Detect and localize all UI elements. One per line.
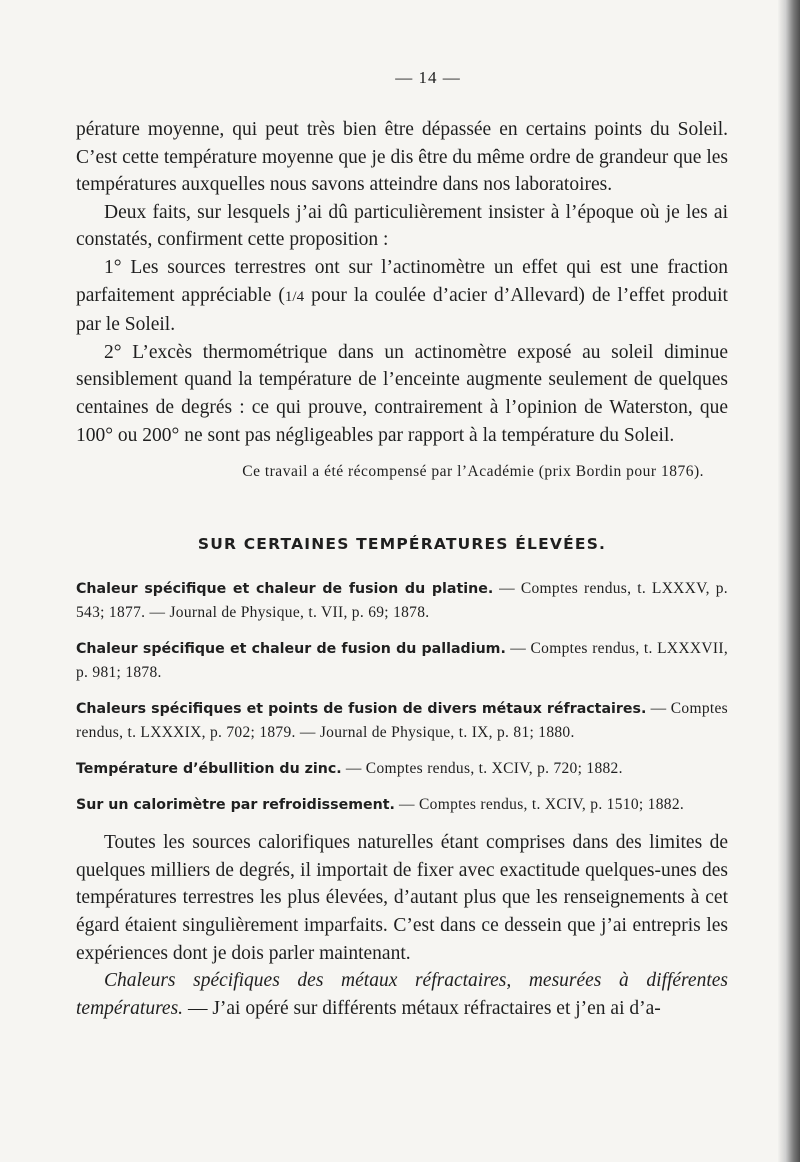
reference-title: Chaleur spécifique et chaleur de fusion du platine. [76,581,494,598]
paragraph-natural-sources: Toutes les sources calorifiques naturelles étant comprises dans des limites de quelques milliers de degrés, il importait de fixer avec exactitude quelques-unes des températures terrestres les plus élevées, d’autant plus que les renseignements à cet égard étaient singulièrement imparfaits. C’est dans ce dessein que j’ai entrepris les expériences dont je dois parler maintenant. [76,832,728,964]
reference-details: — Comptes rendus, t. XCIV, p. 1510; 1882. [394,796,685,814]
italic-heading: Chaleurs spécifiques des métaux réfractaires, mesurées à différentes températures. [76,970,728,1019]
paragraph-point-one [76,254,728,339]
award-note: Ce travail a été récompensé par l’Académie (prix Bordin pour 1876). [242,463,704,481]
section-title: SUR CERTAINES TEMPÉRATURES ÉLEVÉES. [197,535,607,554]
reference-title: Température d’ébullition du zinc. [76,761,342,778]
reference-entry [76,757,728,781]
reference-entry [76,577,728,625]
point-one-text-after: pour la coulée d’acier d’Allevard) de l’effet produit par le Soleil. [76,284,728,336]
paragraph-two-facts: Deux faits, sur lesquels j’ai dû particulièrement insister à l’époque où je les ai constatés, confirment cette proposition : [76,201,728,251]
reference-details: — Comptes rendus, t. LXXXVII, p. 981; 1878. [76,640,728,682]
reference-details: — Comptes rendus, t. XCIV, p. 720; 1882. [341,760,623,778]
paragraph-specific-heats [76,967,728,1022]
paragraph-text: — J’ai opéré sur différents métaux réfractaires et j’en ai d’a- [183,997,661,1019]
reference-details: — Comptes rendus, t. LXXXIX, p. 702; 1879. — Journal de Physique, t. IX, p. 81; 1880. [76,700,728,742]
fraction-quarter: 1/4 [284,288,305,305]
reference-entry [76,637,728,685]
reference-title: Chaleur spécifique et chaleur de fusion du palladium. [76,641,506,658]
page-edge-shadow [778,0,800,1162]
page-number: — 14 — [395,68,461,87]
page-content [76,68,728,1022]
reference-details: — Comptes rendus, t. LXXXV, p. 543; 1877. — Journal de Physique, t. VII, p. 69; 1878. [76,580,728,622]
paragraph-point-two: 2° L’excès thermométrique dans un actinomètre exposé au soleil diminue sensiblement quand la température de l’enceinte augmente seulement de quelques centaines de degrés : ce qui prouve, contrairement à l’opinion de Waterston, que 100° ou 200° ne sont pas négligeables par rapport à la température du Soleil. [76,341,728,446]
reference-entry [76,697,728,745]
reference-entry [76,793,728,817]
paragraph-continuation: pérature moyenne, qui peut très bien être dépassée en certains points du Soleil. C’est cette température moyenne que je dis être du même ordre de grandeur que les températures auxquelles nous savons atteindre dans nos laboratoires. [76,119,728,196]
point-one-text-before: 1° Les sources terrestres ont sur l’actinomètre un effet qui est une fraction parfaitement appréciable ( [76,256,728,306]
reference-title: Sur un calorimètre par refroidissement. [76,797,395,814]
reference-title: Chaleurs spécifiques et points de fusion de divers métaux réfractaires. [76,701,647,718]
